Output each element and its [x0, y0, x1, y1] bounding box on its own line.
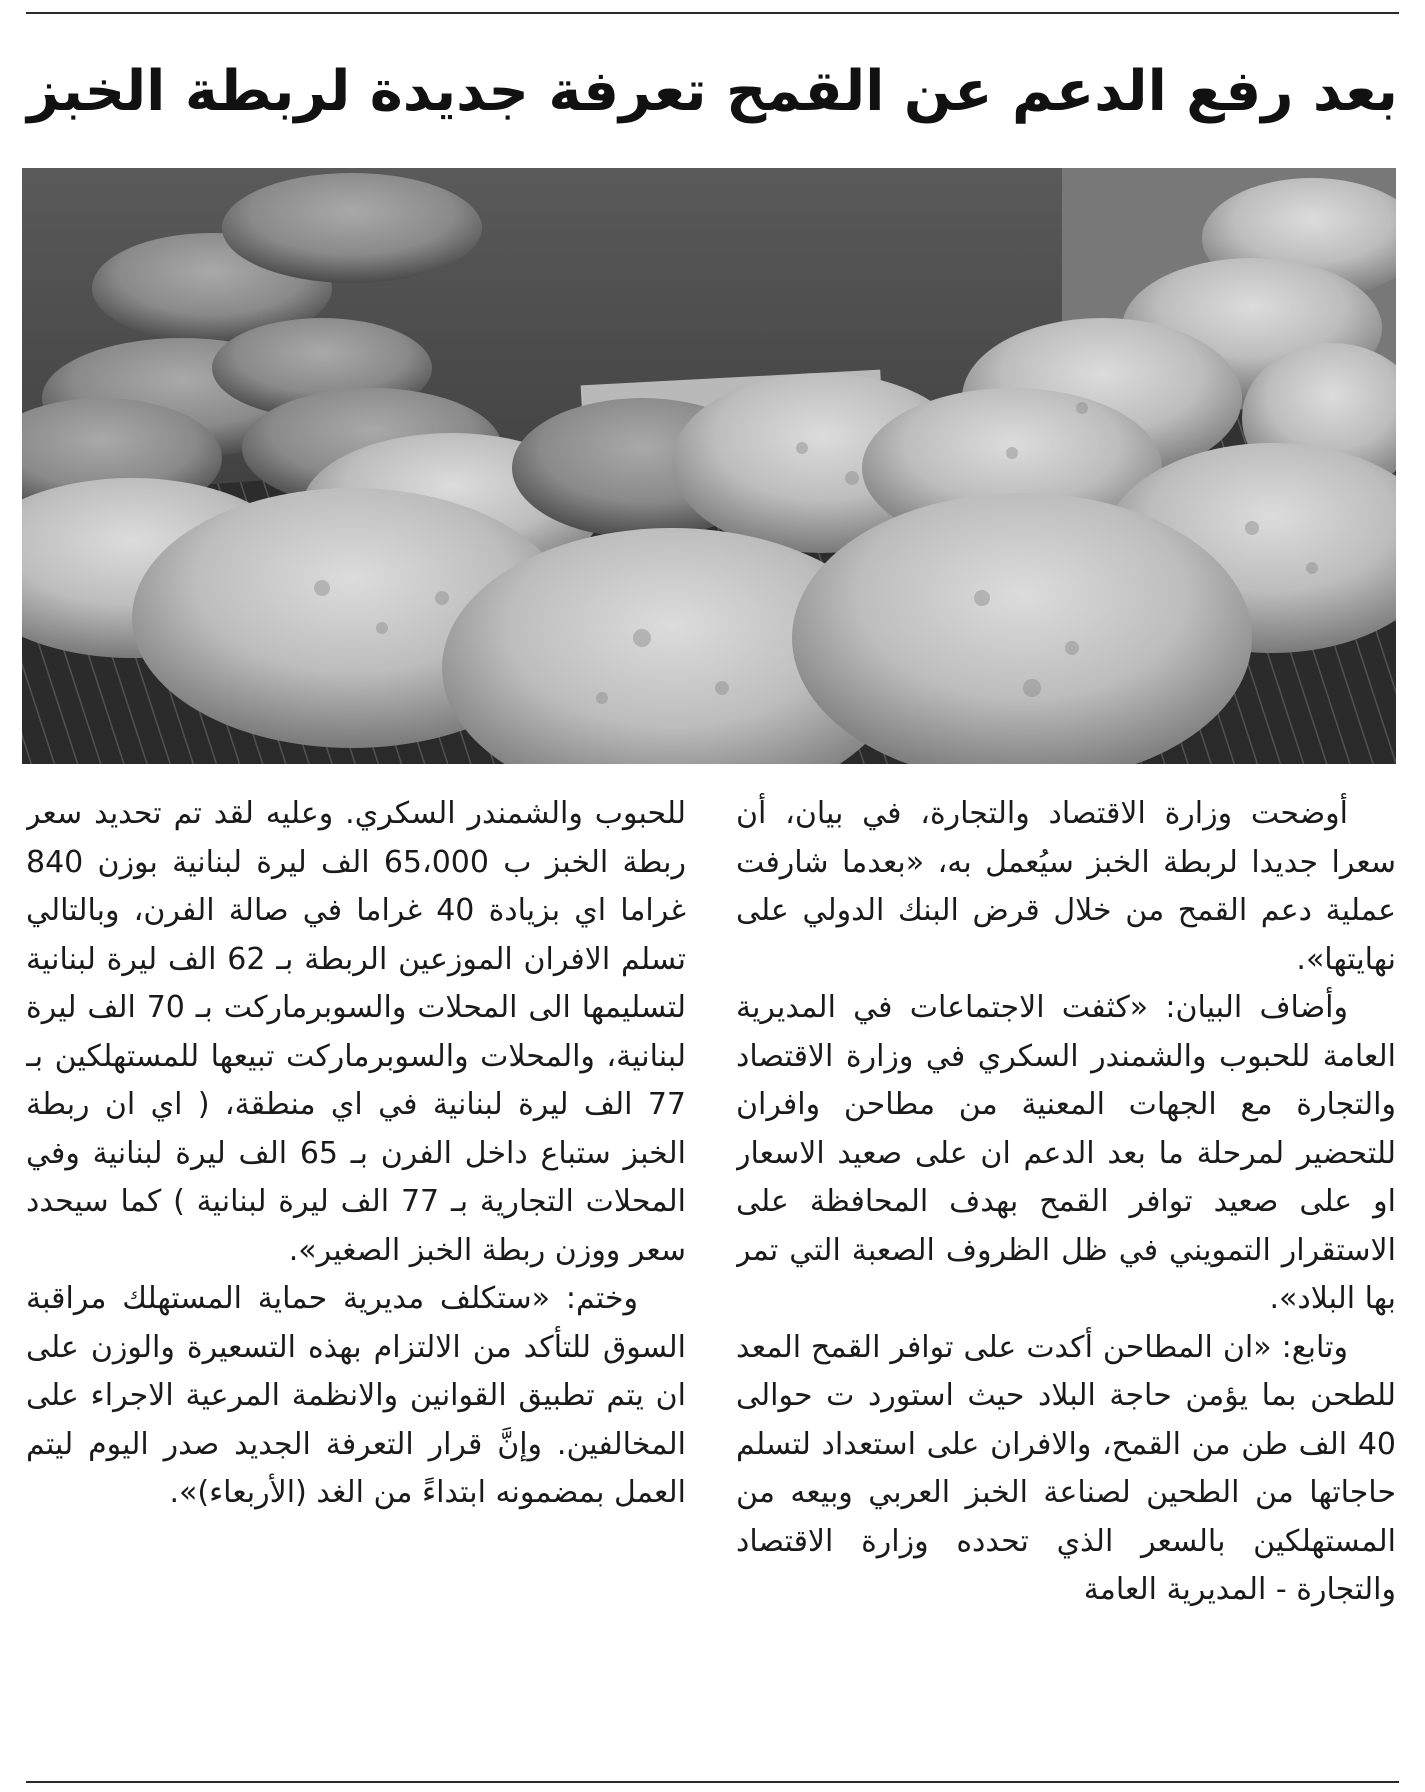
- paragraph: وختم: «ستكلف مديرية حماية المستهلك مراقبة السوق للتأكد من الالتزام بهذه التسعيرة والوزن على ان يتم تطبيق القوانين والانظمة المرعية الاجراء على المخالفين. وإنَّ قرار التعرفة الجديد صدر اليوم ليتم العمل بمضمونه ابتداءً من الغد (الأربعاء)».: [26, 1281, 686, 1510]
- paragraph: أوضحت وزارة الاقتصاد والتجارة، في بيان، أن سعرا جديدا لربطة الخبز سيُعمل به، «بعدما شارفت عملية دعم القمح من خلال قرض البنك الدولي على نهايتها».: [736, 796, 1396, 977]
- paragraph: للحبوب والشمندر السكري. وعليه لقد تم تحديد سعر ربطة الخبز ب 65،000 الف ليرة لبنانية بوزن 840 غراما اي بزيادة 40 غراما في صالة الفرن، وبالتالي تسلم الافران الموزعين الربطة بـ 62 الف ليرة لبنانية لتسليمها الى المحلات والسوبرماركت بـ 70 الف ليرة لبنانية، والمحلات والسوبرماركت تبيعها للمستهلكين بـ 77 الف ليرة لبنانية في اي منطقة، ( اي ان ربطة الخبز ستباع داخل الفرن بـ 65 الف ليرة لبنانية وفي المحلات التجارية بـ 77 الف ليرة لبنانية ) كما سيحدد سعر ووزن ربطة الخبز الصغير».: [26, 796, 686, 1268]
- article-column-left: [26, 790, 686, 1770]
- bread-photo-illustration: [22, 168, 1396, 764]
- bottom-rule: [26, 1781, 1399, 1783]
- paragraph: وأضاف البيان: «كثفت الاجتماعات في المديرية العامة للحبوب والشمندر السكري في وزارة الاقتصاد والتجارة مع الجهات المعنية من مطاحن وافران للتحضير لمرحلة ما بعد الدعم ان على صعيد الاسعار او على صعيد توافر القمح بهدف المحافظة على الاستقرار التمويني في ظل الظروف الصعبة التي تمر بها البلاد».: [736, 990, 1396, 1316]
- article-headline: بعد رفع الدعم عن القمح تعرفة جديدة لربطة الخبز: [27, 59, 1398, 124]
- article-photo: [22, 168, 1396, 764]
- top-rule: [26, 12, 1399, 14]
- paragraph: وتابع: «ان المطاحن أكدت على توافر القمح المعد للطحن بما يؤمن حاجة البلاد حيث استورد ت حوالى 40 الف طن من القمح، والافران على استعداد لتسلم حاجاتها من الطحين لصناعة الخبز العربي وبيعه من المستهلكين بالسعر الذي تحدده وزارة الاقتصاد والتجارة - المديرية العامة: [736, 1329, 1396, 1607]
- article-column-right: [736, 790, 1396, 1770]
